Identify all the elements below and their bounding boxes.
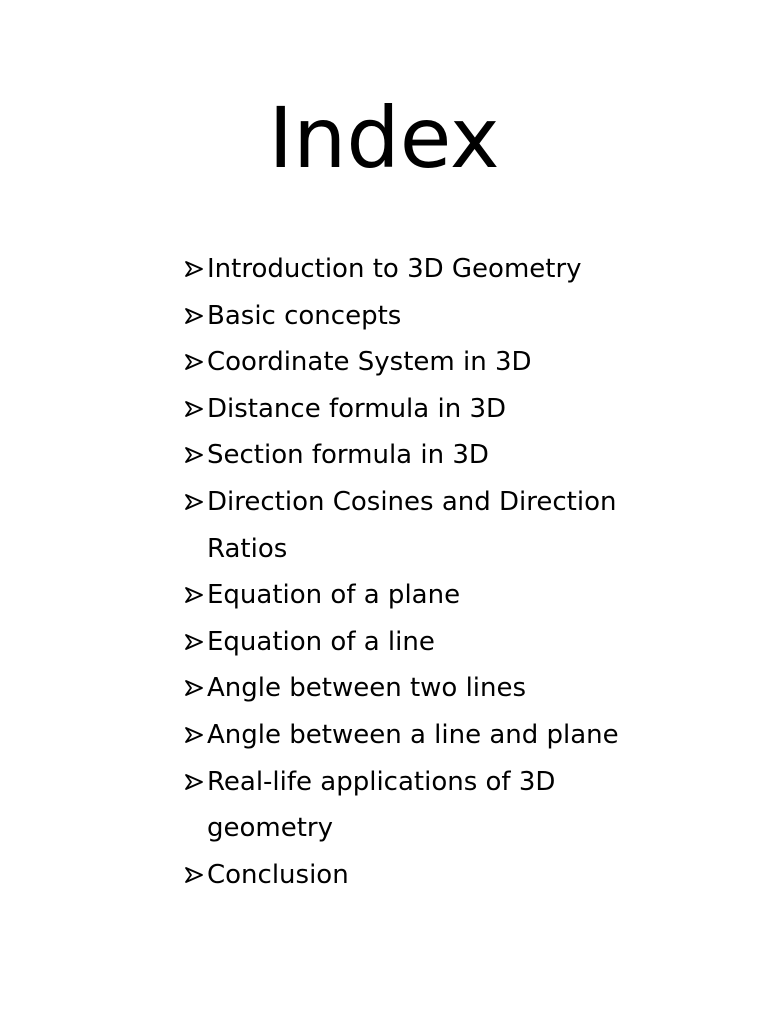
arrowhead-bullet-icon bbox=[184, 306, 204, 326]
arrowhead-bullet-icon bbox=[184, 725, 204, 745]
index-item bbox=[184, 759, 684, 852]
arrowhead-bullet-icon bbox=[184, 678, 204, 698]
index-item-text: Angle between a line and plane bbox=[207, 719, 619, 750]
index-item bbox=[184, 619, 684, 666]
index-item bbox=[184, 246, 684, 293]
index-item bbox=[184, 665, 684, 712]
arrowhead-bullet-icon bbox=[184, 259, 204, 279]
page-title: Index bbox=[268, 89, 500, 187]
arrowhead-bullet-icon bbox=[184, 865, 204, 885]
arrowhead-bullet-icon bbox=[184, 492, 204, 512]
index-item-text: Equation of a line bbox=[207, 626, 435, 657]
index-item-text: Direction Cosines and Direction Ratios bbox=[207, 486, 617, 564]
index-item-text: Section formula in 3D bbox=[207, 440, 489, 471]
arrowhead-bullet-icon bbox=[184, 585, 204, 605]
arrowhead-bullet-icon bbox=[184, 399, 204, 419]
index-item bbox=[184, 386, 684, 433]
index-list bbox=[184, 246, 684, 898]
arrowhead-bullet-icon bbox=[184, 352, 204, 372]
index-item bbox=[184, 712, 684, 759]
index-item bbox=[184, 339, 684, 386]
arrowhead-bullet-icon bbox=[184, 772, 204, 792]
index-item-text: Coordinate System in 3D bbox=[207, 347, 532, 378]
index-item bbox=[184, 479, 684, 572]
index-item-text: Basic concepts bbox=[207, 300, 402, 331]
index-item bbox=[184, 852, 684, 899]
index-item-text: Equation of a plane bbox=[207, 580, 461, 611]
arrowhead-bullet-icon bbox=[184, 445, 204, 465]
arrowhead-bullet-icon bbox=[184, 632, 204, 652]
index-item bbox=[184, 572, 684, 619]
index-item-text: Introduction to 3D Geometry bbox=[207, 254, 582, 284]
index-item bbox=[184, 293, 684, 340]
index-item-text: Angle between two lines bbox=[207, 673, 527, 704]
index-item-text: Real-life applications of 3D geometry bbox=[207, 766, 556, 844]
index-item bbox=[184, 432, 684, 479]
index-item-text: Conclusion bbox=[207, 859, 349, 890]
index-item-text: Distance formula in 3D bbox=[207, 393, 506, 424]
